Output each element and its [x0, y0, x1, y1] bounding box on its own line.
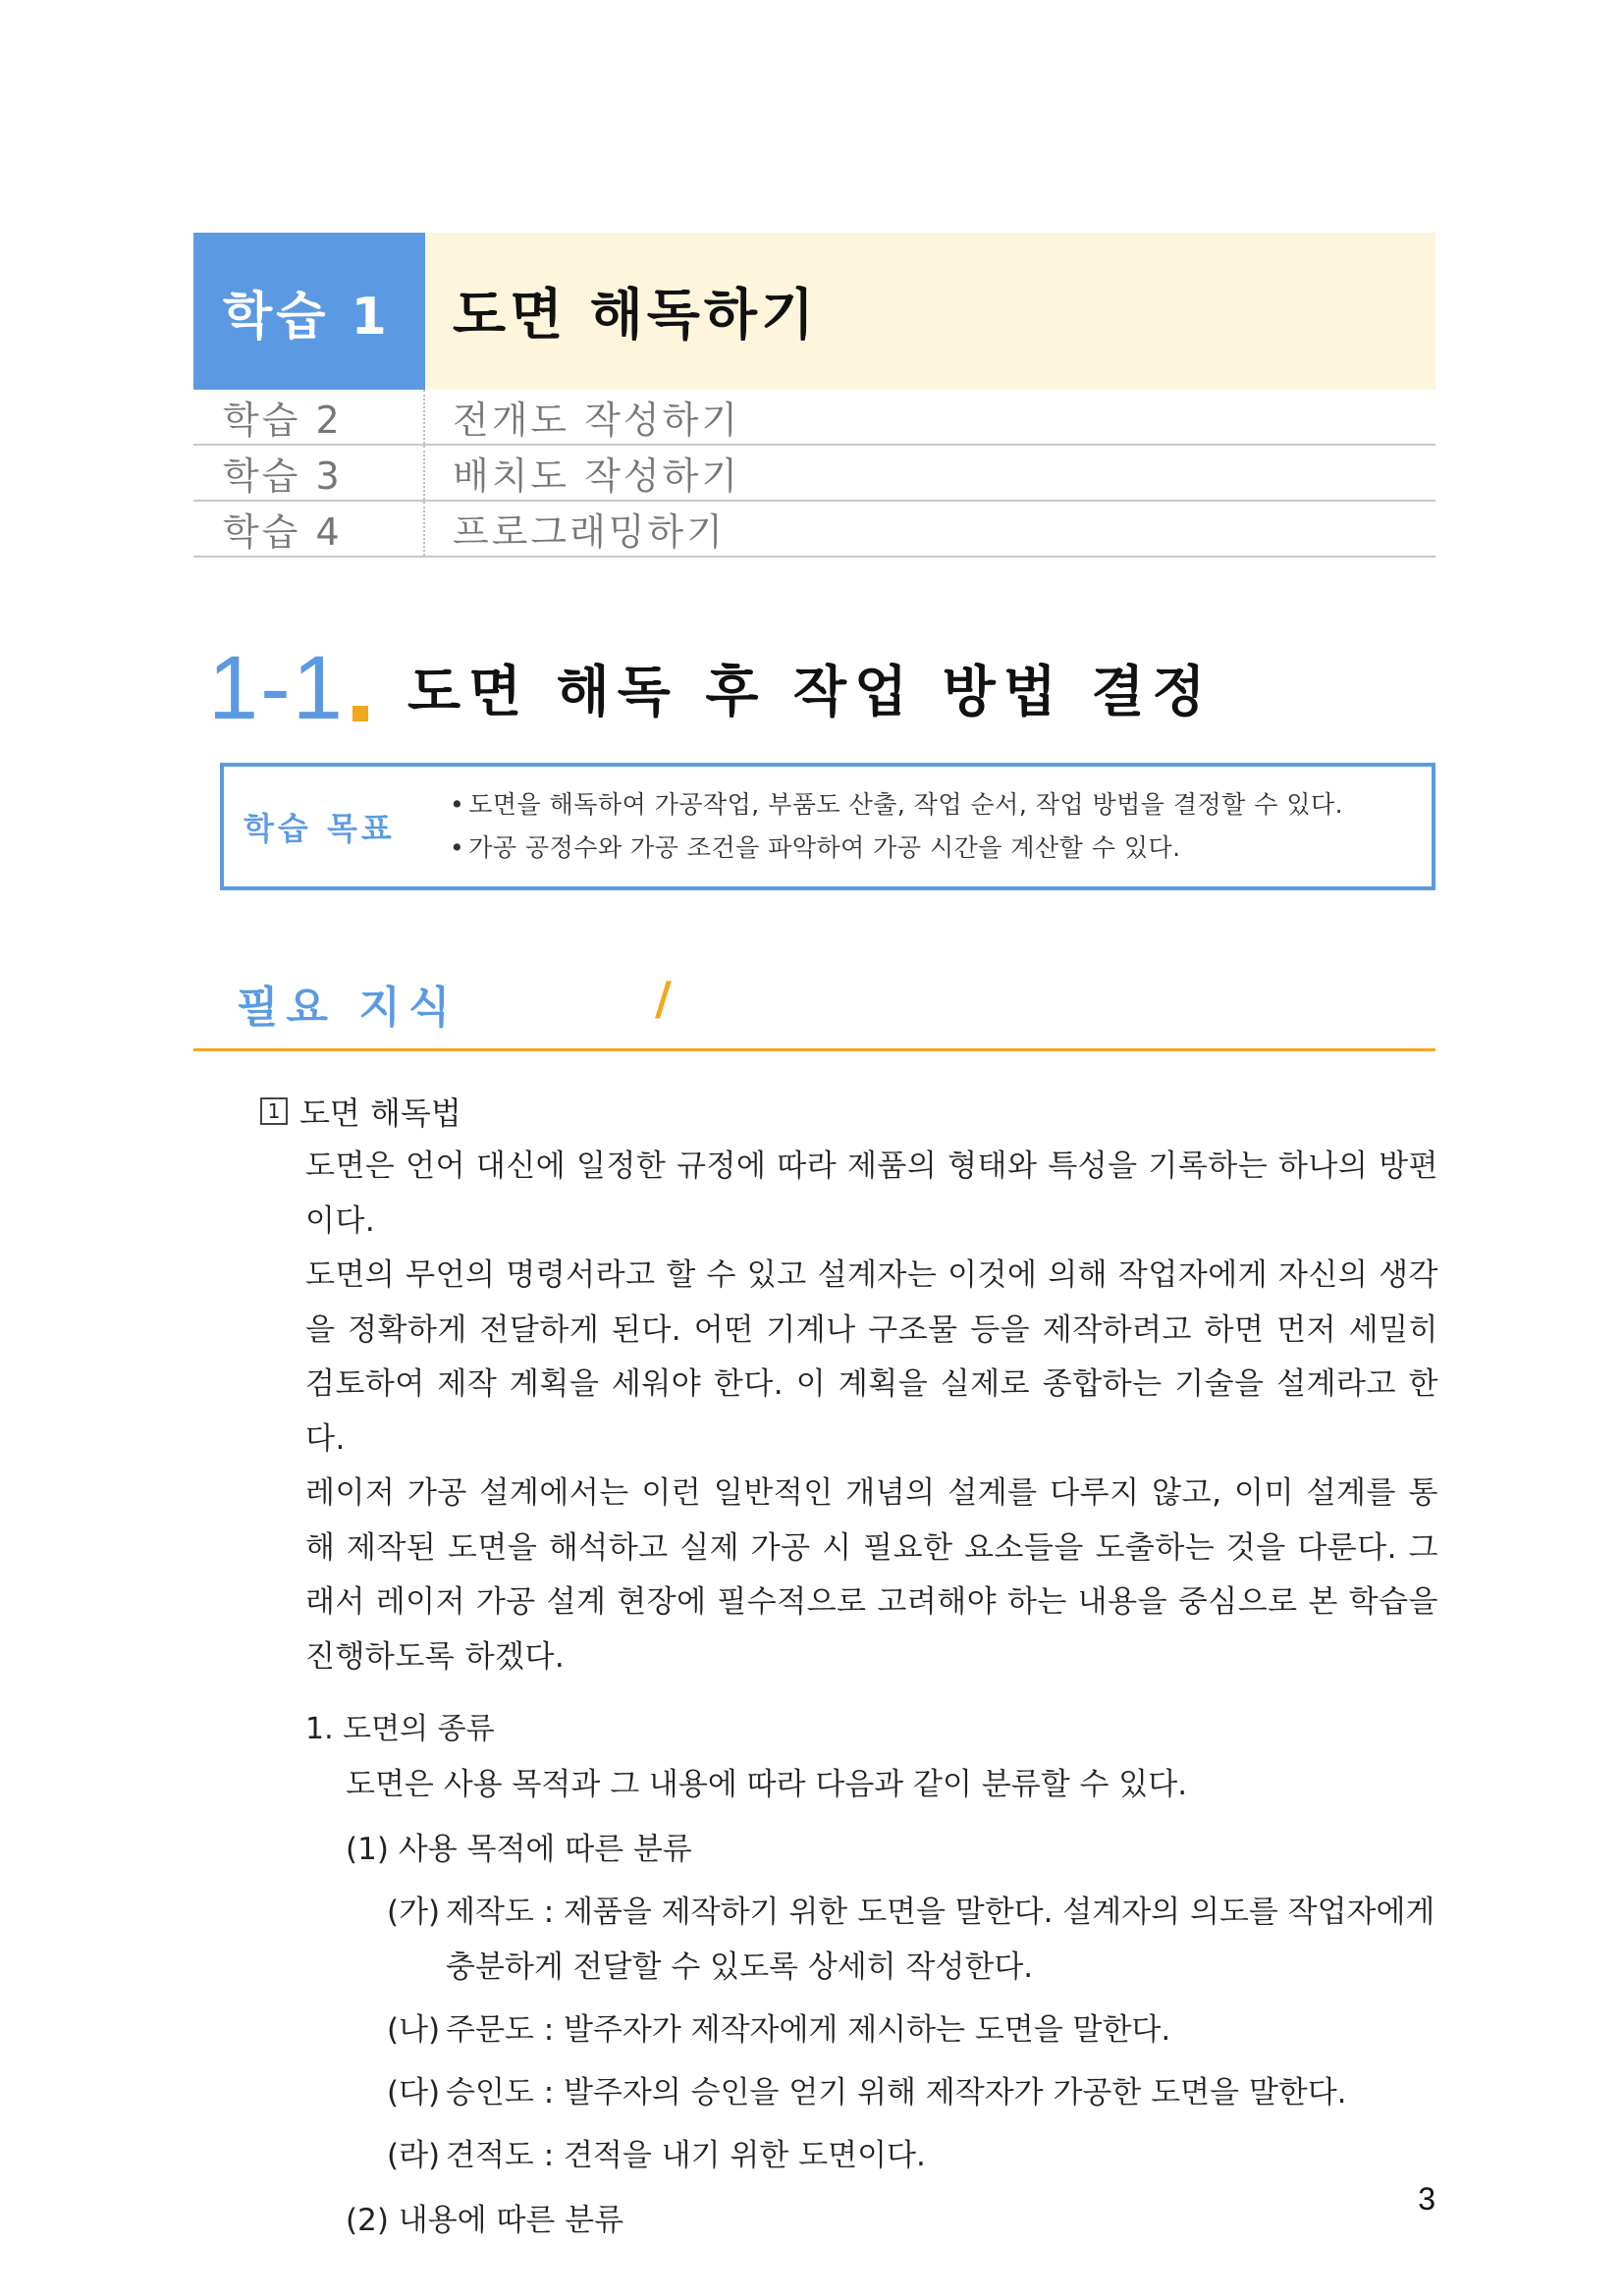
list-item-text: 제작도 : 제품을 제작하기 위한 도면을 말한다. 설계자의 의도를 작업자에게 충분하게 전달할 수 있도록 상세히 작성한다.: [446, 1895, 1435, 1985]
paragraph: 도면의 무언의 명령서라고 할 수 있고 설계자는 이것에 의해 작업자에게 자신의 생각을 정확하게 전달하게 된다. 어떤 기계나 구조물 등을 제작하려고 하면 먼저 세밀히 검토하여 제작 계획을 세워야 한다. 이 계획을 실제로 종합하는 기술을 설계라고 한다.: [305, 1257, 1438, 1457]
topic-heading: [260, 1083, 1438, 1140]
paragraph: 레이저 가공 설계에서는 이런 일반적인 개념의 설계를 다루지 않고, 이미 설계를 통해 제작된 도면을 해석하고 실제 가공 시 필요한 요소들을 도출하는 것을 다룬다. 그래서 레이저 가공 설계 현장에 필수적으로 고려해야 하는 내용을 중심으로 본 학습을 진행하도록 하겠다.: [305, 1475, 1438, 1675]
nav-row-title: 배치도 작성하기: [453, 454, 741, 498]
section-title: 도면 해독 후 작업 방법 결정: [406, 661, 1214, 724]
list-item: [387, 1885, 1438, 1995]
nav-active-title: 도면 해독하기: [425, 233, 1435, 390]
sub-subheading: (2) 내용에 따른 분류: [346, 2203, 624, 2238]
body-content: [260, 1083, 1438, 2248]
objective-text: 도면을 해독하여 가공작업, 부품도 산출, 작업 순서, 작업 방법을 결정할 수 있다.: [468, 790, 1344, 819]
nav-active-row: [193, 233, 1435, 390]
slash-decoration: /: [655, 972, 672, 1025]
objectives-list: [450, 783, 1432, 870]
required-knowledge-title: 필요 지식: [237, 983, 459, 1033]
nav-active-number: 학습 1: [193, 233, 425, 390]
objective-item: • 도면을 해독하여 가공작업, 부품도 산출, 작업 순서, 작업 방법을 결정할 수 있다.: [450, 790, 1344, 819]
nav-row-title: 프로그래밍하기: [453, 510, 726, 554]
section-number: 1-1: [208, 638, 345, 738]
list-item-mark: (가): [387, 1895, 441, 1930]
list-item: [387, 2128, 1438, 2183]
subheading-description: 도면은 사용 목적과 그 내용에 따라 다음과 같이 분류할 수 있다.: [346, 1767, 1188, 1802]
list-item-text: 승인도 : 발주자의 승인을 얻기 위해 제작자가 가공한 도면을 말한다.: [446, 2075, 1347, 2110]
nav-row-title: 전개도 작성하기: [453, 399, 741, 442]
boxed-number: 1: [260, 1097, 288, 1125]
list-item-text: 주문도 : 발주자가 제작자에게 제시하는 도면을 말한다.: [446, 2012, 1171, 2048]
list-item: [387, 2065, 1438, 2120]
required-knowledge-heading: [193, 972, 1435, 1051]
nav-row-number: 학습 4: [193, 502, 425, 556]
topic-heading-text: 도면 해독법: [299, 1095, 461, 1132]
nav-row: [193, 446, 1435, 502]
objective-item: • 가공 공정수와 가공 조건을 파악하여 가공 시간을 계산할 수 있다.: [450, 833, 1181, 862]
list-item-mark: (다): [387, 2075, 441, 2110]
objective-text: 가공 공정수와 가공 조건을 파악하여 가공 시간을 계산할 수 있다.: [468, 833, 1181, 862]
section-heading: [208, 638, 1214, 738]
list-item: [387, 2002, 1438, 2057]
list-item-mark: (라): [387, 2138, 441, 2173]
subheading: 1. 도면의 종류: [305, 1712, 495, 1746]
section-dot-decoration: [352, 706, 368, 721]
page-number: 3: [1418, 2181, 1435, 2216]
nav-row: [193, 390, 1435, 446]
nav-row: [193, 502, 1435, 558]
nav-row-number: 학습 2: [193, 390, 425, 444]
paragraph: 도면은 언어 대신에 일정한 규정에 따라 제품의 형태와 특성을 기록하는 하나의 방편이다.: [305, 1148, 1438, 1239]
nav-row-number: 학습 3: [193, 446, 425, 500]
objectives-label: 학습 목표: [244, 810, 396, 847]
learning-nav: [193, 233, 1435, 558]
list-item-text: 견적도 : 견적을 내기 위한 도면이다.: [446, 2138, 926, 2173]
list-item-mark: (나): [387, 2012, 441, 2048]
sub-subheading: (1) 사용 목적에 따른 분류: [346, 1832, 692, 1867]
learning-objectives-box: [220, 763, 1435, 890]
